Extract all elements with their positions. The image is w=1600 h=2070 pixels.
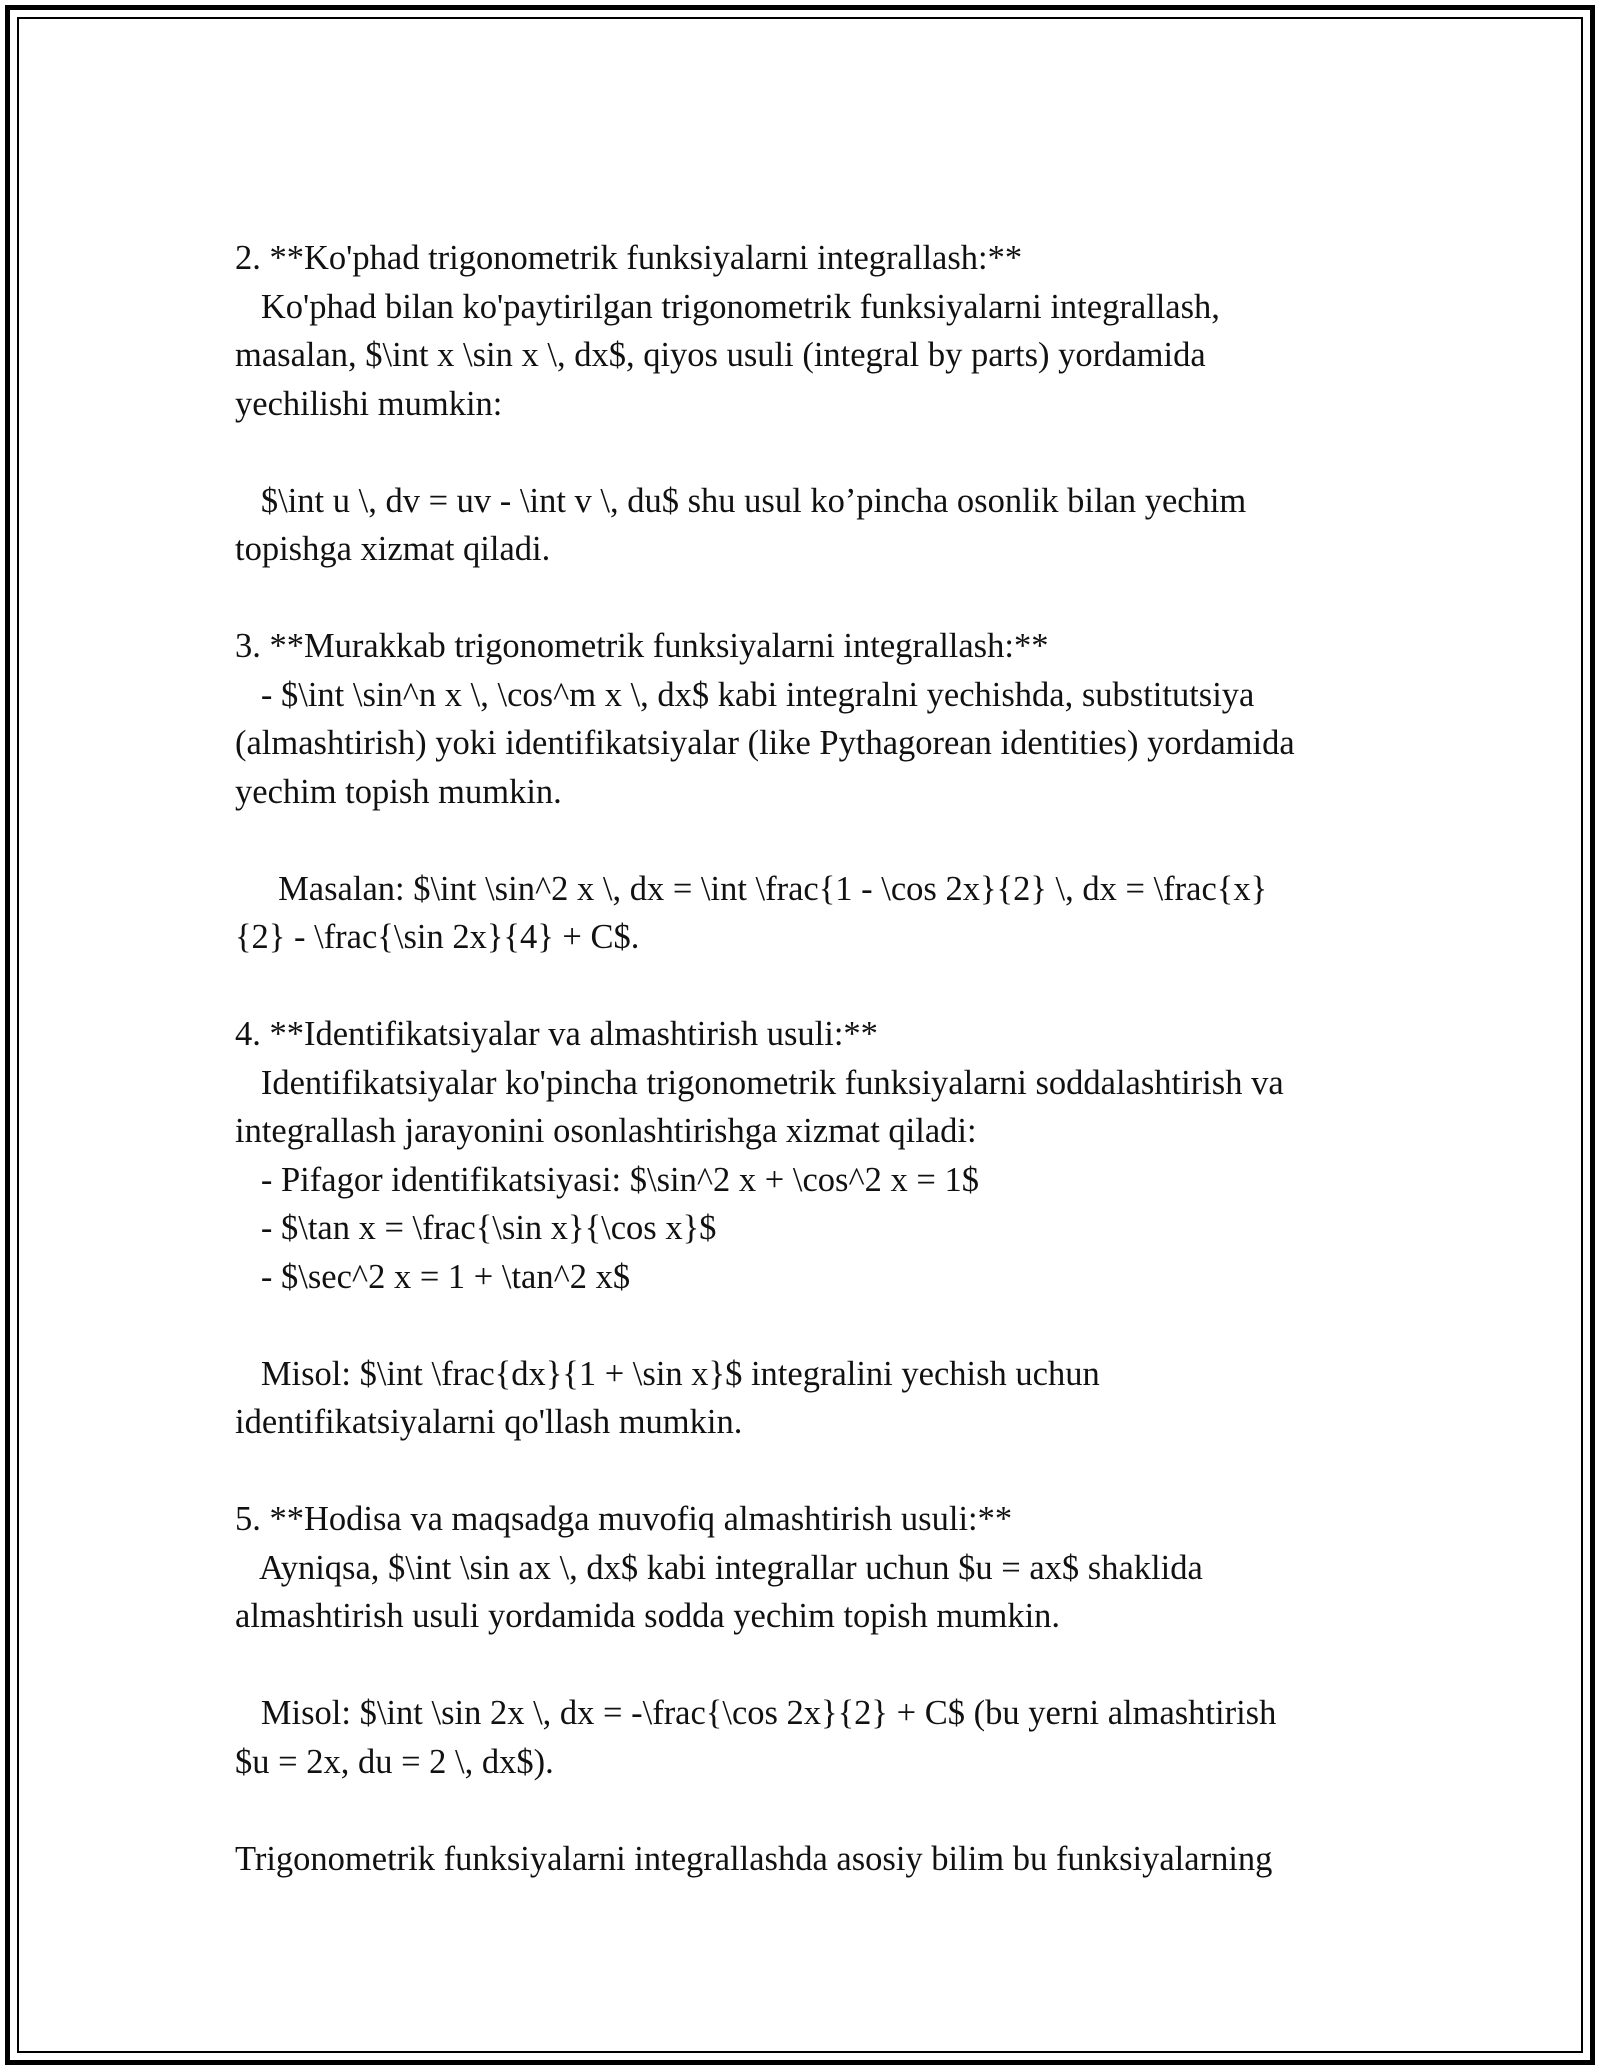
text-line: - $\tan x = \frac{\sin x}{\cos x}$ [235, 1209, 717, 1247]
text-line: identifikatsiyalarni qo'llash mumkin. [235, 1403, 743, 1441]
text-line: 3. **Murakkab trigonometrik funksiyalarni integrallash:** [235, 627, 1049, 665]
text-line: yechilishi mumkin: [235, 384, 503, 423]
blank-line [235, 1641, 1395, 1690]
text-line: integrallash jarayonini osonlashtirishga xizmat qiladi: [235, 1112, 977, 1150]
text-line: 4. **Identifikatsiyalar va almashtirish usuli:** [235, 1015, 878, 1053]
blank-line [235, 1786, 1395, 1835]
text-line: - $\int \sin^n x \, \cos^m x \, dx$ kabi integralni yechishda, substitutsiya [235, 675, 1255, 714]
text-line: Misol: $\int \frac{dx}{1 + \sin x}$ integralini yechish uchun [235, 1354, 1100, 1393]
text-line: - Pifagor identifikatsiyasi: $\sin^2 x + \cos^2 x = 1$ [235, 1160, 979, 1199]
blank-line [235, 962, 1395, 1011]
text-line: $\int u \, dv = uv - \int v \, du$ shu usul ko’pincha osonlik bilan yechim [235, 481, 1247, 520]
blank-line [235, 1301, 1395, 1350]
blank-line [235, 574, 1395, 623]
text-line: 5. **Hodisa va maqsadga muvofiq almashtirish usuli:** [235, 1500, 1013, 1538]
text-line: Identifikatsiyalar ko'pincha trigonometrik funksiyalarni soddalashtirish va [235, 1063, 1284, 1102]
text-line: - $\sec^2 x = 1 + \tan^2 x$ [235, 1257, 631, 1296]
text-line: $u = 2x, du = 2 \, dx$). [235, 1742, 554, 1781]
text-line: (almashtirish) yoki identifikatsiyalar (like Pythagorean identities) yordamida [235, 724, 1295, 762]
text-line: Misol: $\int \sin 2x \, dx = -\frac{\cos 2x}{2} + C$ (bu yerni almashtirish [235, 1694, 1277, 1732]
text-line: topishga xizmat qiladi. [235, 530, 551, 568]
text-line: Ko'phad bilan ko'paytirilgan trigonometrik funksiyalarni integrallash, [235, 287, 1220, 326]
text-line: almashtirish usuli yordamida sodda yechim topish mumkin. [235, 1597, 1061, 1635]
text-line: Ayniqsa, $\int \sin ax \, dx$ kabi integrallar uchun $u = ax$ shaklida [235, 1548, 1203, 1587]
text-line: 2. **Ko'phad trigonometrik funksiyalarni integrallash:** [235, 239, 1023, 277]
text-line: Masalan: $\int \sin^2 x \, dx = \int \frac{1 - \cos 2x}{2} \, dx = \frac{x} [235, 869, 1268, 908]
text-line: yechim topish mumkin. [235, 772, 562, 811]
blank-line [235, 816, 1395, 865]
text-line: {2} - \frac{\sin 2x}{4} + C$. [235, 918, 640, 956]
document-body [235, 234, 1395, 1883]
text-line: Trigonometrik funksiyalarni integrallashda asosiy bilim bu funksiyalarning [235, 1839, 1273, 1878]
text-line: masalan, $\int x \sin x \, dx$, qiyos usuli (integral by parts) yordamida [235, 336, 1206, 374]
blank-line [235, 428, 1395, 477]
blank-line [235, 1447, 1395, 1496]
